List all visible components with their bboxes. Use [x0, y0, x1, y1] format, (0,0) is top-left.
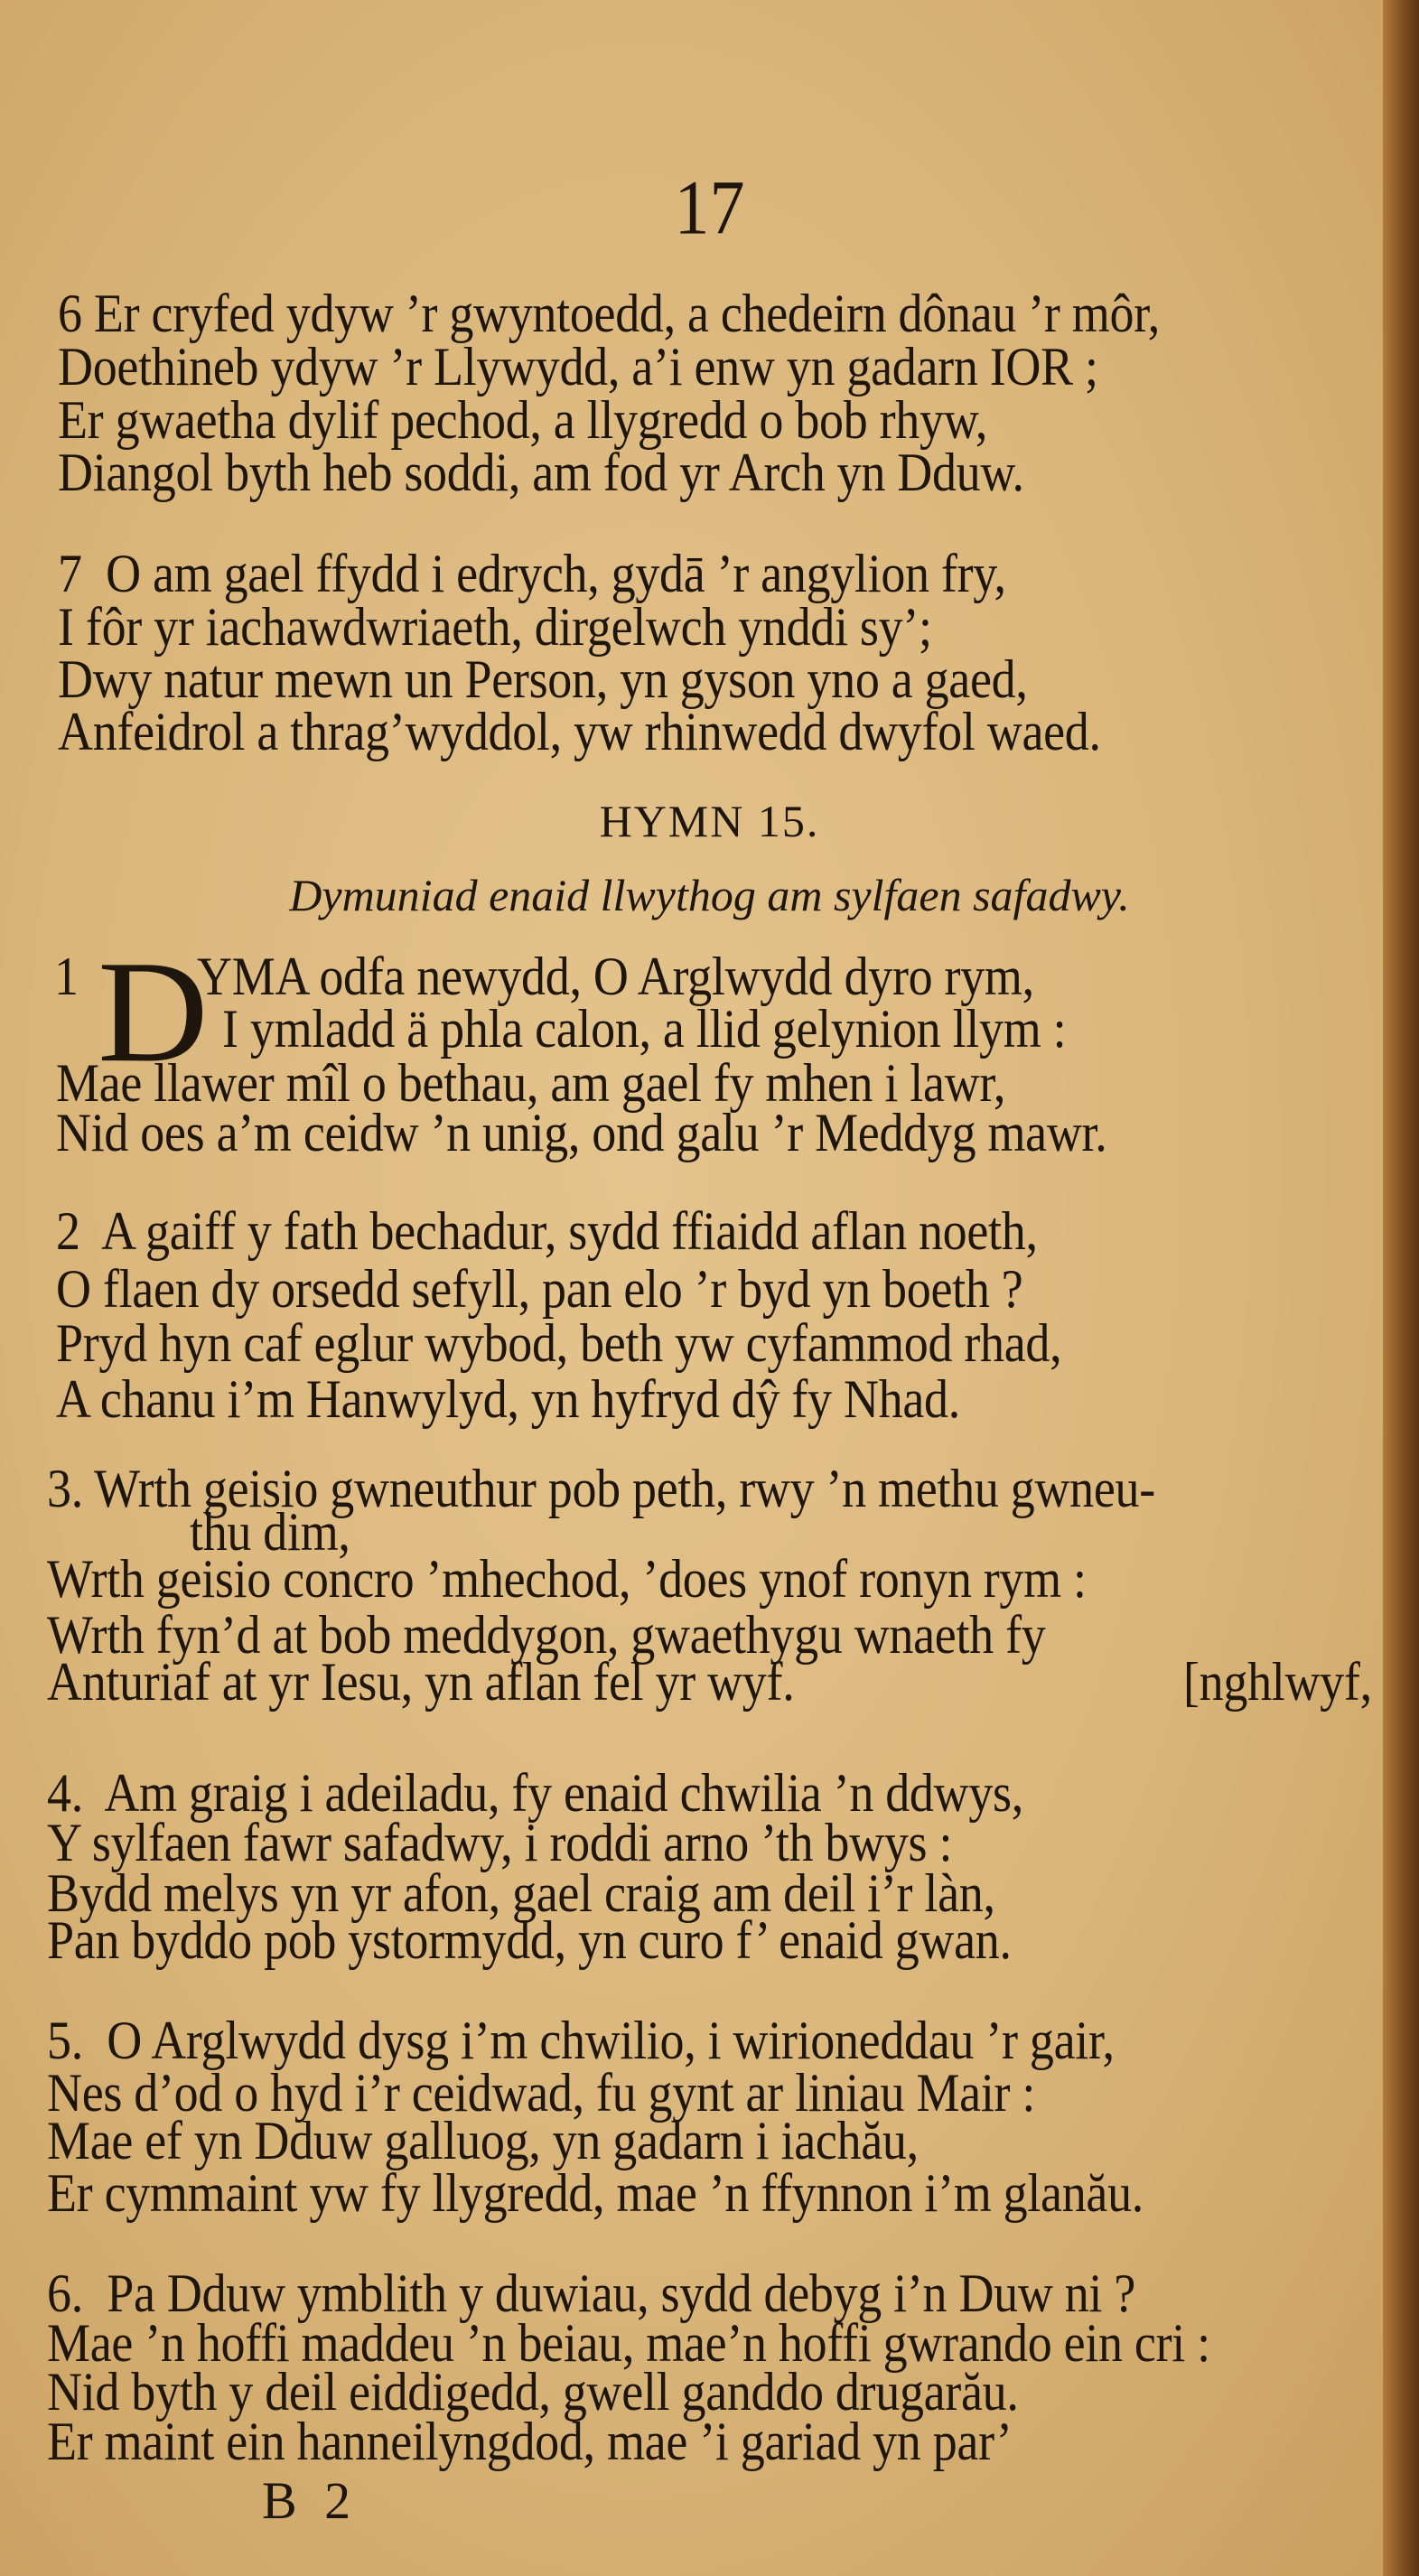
verse-line: Anfeidrol a thrag’wyddol, yw rhinwedd dwyfol waed. [58, 701, 1101, 762]
verse-line: O flaen dy orsedd sefyll, pan elo ’r byd yn boeth ? [56, 1258, 1023, 1320]
verse-line: Dwy natur mewn un Person, yn gyson yno a gaed, [58, 649, 1028, 710]
verse-line: Er maint ein hanneilyngdod, mae ’i gariad yn par’ [47, 2411, 1013, 2472]
verse-line: Pryd hyn caf eglur wybod, beth yw cyfammod rhad, [56, 1312, 1062, 1374]
verse-line: Pan byddo pob ystormydd, yn curo f’ enaid gwan. [47, 1909, 1012, 1971]
signature-mark: B 2 [262, 2471, 359, 2530]
verse-line: Nid oes a’m ceidw ’n unig, ond galu ’r Meddyg mawr. [56, 1102, 1107, 1163]
verse-line: Mae ’n hoffi maddeu ’n beiau, mae’n hoffi gwrando ein cri : [47, 2312, 1210, 2374]
carryover-word: [nghlwyf, [1183, 1651, 1372, 1713]
page-number: 17 [674, 163, 745, 251]
page-edge [1383, 0, 1419, 2576]
verse-line: Y sylfaen fawr safadwy, i roddi arno ’th bwys : [47, 1812, 953, 1873]
verse-line: Mae ef yn Dduw galluog, yn gadarn i iachău, [47, 2110, 919, 2171]
verse-line: I fôr yr iachawdwriaeth, dirgelwch ynddi sy’; [58, 596, 932, 658]
verse-line: Er gwaetha dylif pechod, a llygredd o bob rhyw, [58, 389, 988, 451]
verse-line: 2 A gaiff y fath bechadur, sydd ffiaidd aflan noeth, [56, 1200, 1038, 1262]
hymn-title: HYMN 15. [599, 796, 820, 846]
stanza-number: 1 [54, 946, 79, 1007]
verse-line: Nes d’od o hyd i’r ceidwad, fu gynt ar liniau Mair : [47, 2062, 1036, 2123]
verse-line: I ymladd ä phla calon, a llid gelynion llym : [222, 998, 1067, 1059]
verse-line: Doethineb ydyw ’r Llywydd, a’i enw yn gadarn IOR ; [58, 336, 1098, 397]
verse-line: 5. O Arglwydd dysg i’m chwilio, i wirioneddau ’r gair, [47, 2010, 1115, 2071]
hymn-subtitle: Dymuniad enaid llwythog am sylfaen safadwy. [289, 870, 1130, 920]
verse-line: 6. Pa Dduw ymblith y duwiau, sydd debyg i’n Duw ni ? [47, 2263, 1136, 2324]
verse-line: thu dim, [190, 1501, 350, 1563]
verse-line: Bydd melys yn yr afon, gael craig am deil i’r làn, [47, 1862, 995, 1924]
verse-line: Wrth geisio concro ’mhechod, ’does ynof ronyn rym : [47, 1548, 1087, 1610]
verse-line: Mae llawer mîl o bethau, am gael fy mhen i lawr, [56, 1052, 1006, 1114]
verse-line: Diangol byth heb soddi, am fod yr Arch yn Dduw. [58, 442, 1024, 503]
drop-cap: D [98, 930, 209, 1093]
verse-line: A chanu i’m Hanwylyd, yn hyfryd dŷ fy Nhad. [56, 1368, 960, 1430]
verse-line: 6 Er cryfed ydyw ’r gwyntoedd, a chedeirn dônau ’r môr, [58, 283, 1160, 344]
verse-line: 4. Am graig i adeiladu, fy enaid chwilia ’n ddwys, [47, 1762, 1023, 1824]
verse-line: Er cymmaint yw fy llygredd, mae ’n ffynnon i’m glanău. [47, 2162, 1144, 2224]
verse-line: YMA odfa newydd, O Arglwydd dyro rym, [197, 946, 1034, 1007]
verse-line: Anturiaf at yr Iesu, yn aflan fel yr wyf. [47, 1651, 795, 1713]
verse-line: 7 O am gael ffydd i edrych, gydā ’r angylion fry, [58, 543, 1006, 604]
verse-line: 3. Wrth geisio gwneuthur pob peth, rwy ’n methu gwneu- [47, 1458, 1155, 1519]
verse-line: Wrth fyn’d at bob meddygon, gwaethygu wnaeth fy [47, 1604, 1046, 1666]
verse-line: Nid byth y deil eiddigedd, gwell ganddo drugarău. [47, 2361, 1019, 2422]
